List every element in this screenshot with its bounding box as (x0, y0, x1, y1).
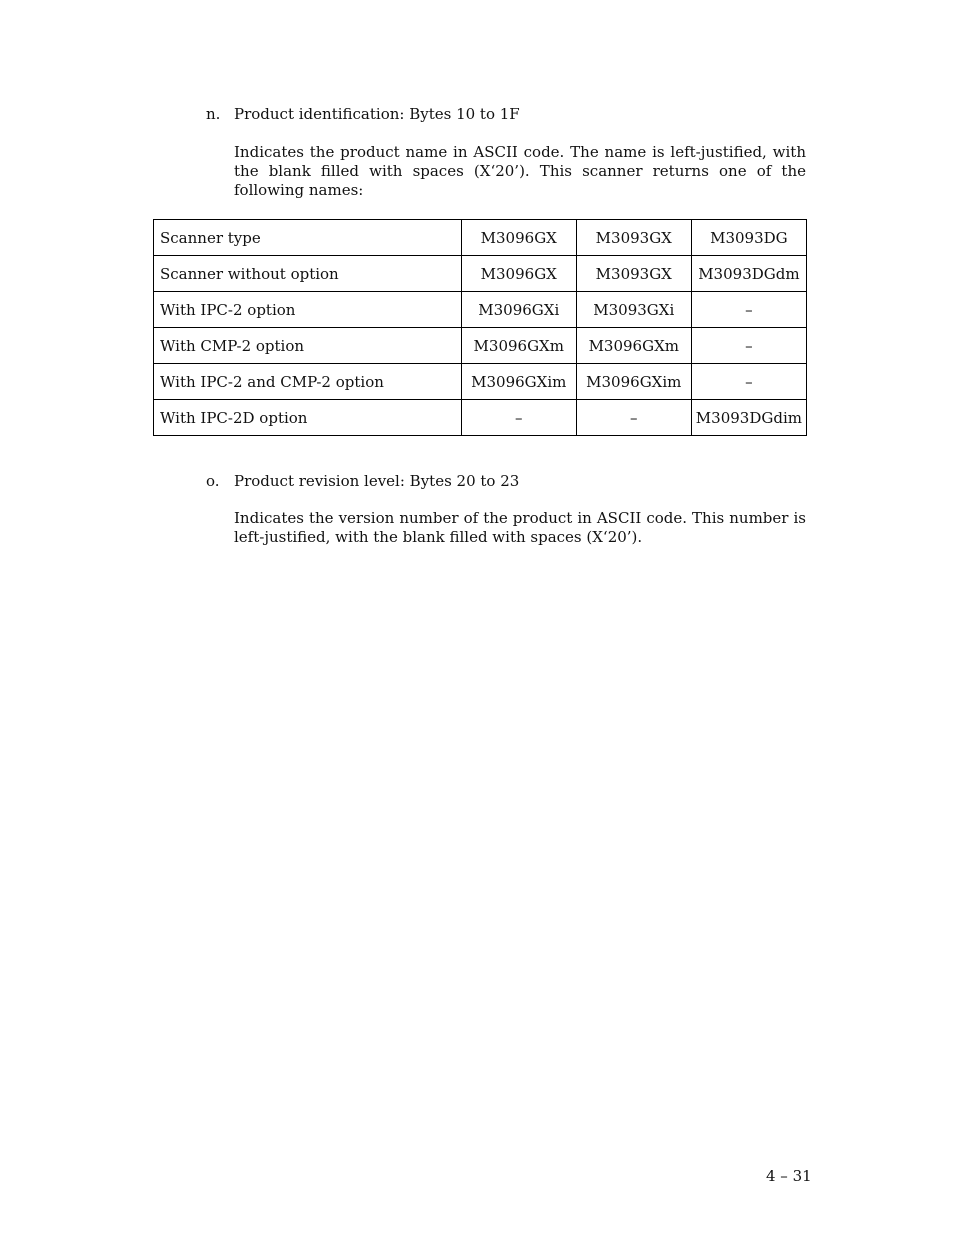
table-cell: – (691, 292, 806, 328)
table-row (154, 400, 807, 436)
page-number: 4 – 31 (766, 1167, 812, 1185)
table-cell: M3096GXi (461, 292, 576, 328)
table-cell: M3093GX (576, 256, 691, 292)
table-row (154, 292, 807, 328)
table-cell: – (461, 400, 576, 436)
section-n-letter: n. (206, 105, 221, 123)
section-o-heading (206, 472, 519, 490)
table-row (154, 364, 807, 400)
table-cell: – (691, 328, 806, 364)
table-cell: M3096GX (461, 220, 576, 256)
section-n-heading (206, 105, 520, 123)
table-cell: M3093GX (576, 220, 691, 256)
table-cell: M3096GX (461, 256, 576, 292)
table-row (154, 256, 807, 292)
table-cell: M3096GXim (461, 364, 576, 400)
table-row (154, 328, 807, 364)
row-label: With IPC-2D option (154, 400, 462, 436)
table-cell: – (576, 400, 691, 436)
section-o-title: Product revision level: Bytes 20 to 23 (234, 472, 520, 490)
row-label: With CMP-2 option (154, 328, 462, 364)
table-cell: M3096GXim (576, 364, 691, 400)
product-name-table (153, 219, 807, 436)
row-label: With IPC-2 option (154, 292, 462, 328)
section-o-paragraph: Indicates the version number of the product in ASCII code. This number is left-justified, with the blank filled with spaces (X‘20’). (234, 509, 806, 546)
table-cell: M3093GXi (576, 292, 691, 328)
table-cell: M3096GXm (576, 328, 691, 364)
table-cell: – (691, 364, 806, 400)
table-cell: M3093DGdim (691, 400, 806, 436)
table-cell: M3093DG (691, 220, 806, 256)
section-n-paragraph: Indicates the product name in ASCII code. The name is left-justified, with the blank filled with spaces (X‘20’). This scanner returns one of the following names: (234, 143, 806, 199)
table-row (154, 220, 807, 256)
row-label: Scanner type (154, 220, 462, 256)
section-o-letter: o. (206, 472, 220, 490)
row-label: With IPC-2 and CMP-2 option (154, 364, 462, 400)
row-label: Scanner without option (154, 256, 462, 292)
section-n-title: Product identification: Bytes 10 to 1F (234, 105, 520, 123)
table-cell: M3093DGdm (691, 256, 806, 292)
table-cell: M3096GXm (461, 328, 576, 364)
